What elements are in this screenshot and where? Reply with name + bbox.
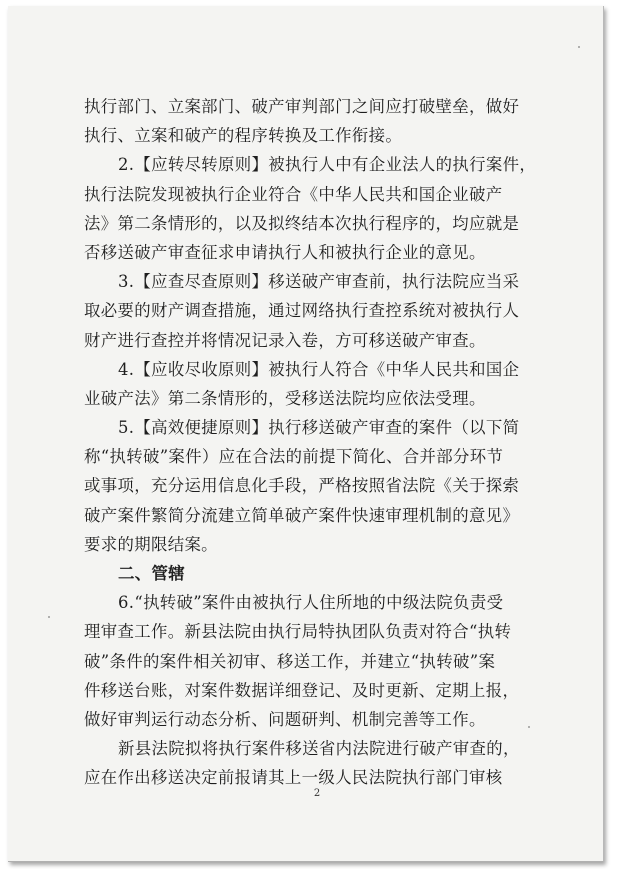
scan-speck (48, 616, 50, 618)
text-line: 或事项，充分运用信息化手段，严格按照省法院《关于探索 (84, 476, 520, 496)
text-line: 要求的期限结案。 (84, 534, 218, 554)
text-line: 称“执转破”案件）应在合法的前提下简化、合并部分环节 (84, 447, 504, 467)
text-line: 新县法院拟将执行案件移送省内法院进行破产审查的， (118, 739, 520, 759)
text-line: 6.“执转破”案件由被执行人住所地的中级法院负责受 (118, 593, 504, 613)
document-body (84, 92, 544, 793)
text-line: 2.【应转尽转原则】被执行人中有企业法人的执行案件， (118, 155, 537, 175)
text-line: 4.【应收尽收原则】被执行人符合《中华人民共和国企 (118, 359, 520, 379)
text-line: 执行法院发现被执行企业符合《中华人民共和国企业破产 (84, 184, 503, 204)
text-line: 业破产法》第二条情形的，受移送法院均应依法受理。 (84, 388, 486, 408)
text-line: 执行部门、立案部门、破产审判部门之间应打破壁垒，做好 (84, 97, 520, 116)
text-line: 理审查工作。新县法院由执行局特执团队负责对符合“执转 (84, 622, 512, 642)
text-line: 3.【应查尽查原则】移送破产审查前，执行法院应当采 (118, 272, 520, 292)
text-line: 做好审判运行动态分析、问题研判、机制完善等工作。 (84, 709, 486, 729)
text-line: 破产案件繁简分流建立简单破产案件快速审理机制的意见》 (84, 505, 520, 525)
scan-speck (578, 46, 580, 48)
text-line: 执行、立案和破产的程序转换及工作衔接。 (84, 126, 403, 146)
text-line: 5.【高效便捷原则】执行移送破产审查的案件（以下简 (118, 418, 520, 438)
text-line: 否移送破产审查征求申请执行人和被执行企业的意见。 (84, 242, 486, 262)
text-line: 法》第二条情形的，以及拟终结本次执行程序的，均应就是 (84, 213, 520, 233)
text-line: 应在作出移送决定前报请其上一级人民法院执行部门审核 (84, 768, 503, 788)
text-line: 财产进行查控并将情况记录入卷，方可移送破产审查。 (84, 330, 486, 350)
text-line: 取必要的财产调查措施，通过网络执行查控系统对被执行人 (84, 301, 520, 321)
section-heading: 二、管辖 (118, 564, 185, 583)
text-line: 破”条件的案件相关初审、移送工作，并建立“执转破”案 (84, 651, 496, 671)
page-number: 2 (313, 788, 321, 799)
text-line: 件移送台账，对案件数据详细登记、及时更新、定期上报， (84, 680, 520, 700)
